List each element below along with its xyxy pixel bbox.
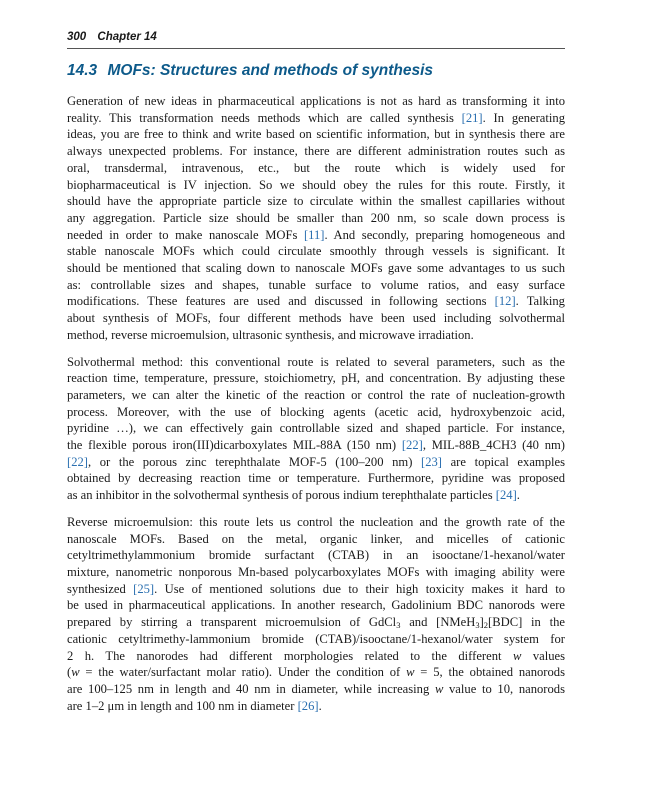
italic-variable: w <box>71 665 80 680</box>
text-line <box>67 293 565 310</box>
text-segment: obtained by decreasing reaction time or temperature. Furthermore, pyridine was proposed <box>67 471 565 486</box>
text-line <box>67 310 565 327</box>
text-segment: and [NMeH <box>400 615 476 630</box>
text-segment: . And secondly, preparing homogeneous and <box>324 227 566 242</box>
text-segment: always unexpected problems. For instance, there are different administration routes such as <box>67 144 565 159</box>
text-segment: . <box>516 488 520 503</box>
text-segment: about synthesis of MOFs, four different methods have been used including solvothermal <box>67 311 565 326</box>
text-segment: biopharmaceutical is IV injection. So we should obey the rules for this route. Firstly, it <box>67 177 565 192</box>
text-segment: are 1–2 μm in length and 100 nm in diameter <box>67 698 298 713</box>
text-line <box>67 160 565 177</box>
text-segment: nanoscale MOFs. Based on the metal, organic linker, and micelles of cationic <box>67 531 565 546</box>
text-line <box>67 454 565 471</box>
subscript: 2 <box>483 620 489 631</box>
text-segment: pyridine …), we can effectively gain controllable sized and shaped particle. For instance, <box>67 421 565 436</box>
citation-link[interactable]: [21] <box>461 110 483 125</box>
text-line <box>67 210 565 227</box>
text-segment: as: controllable sizes and shapes, tunable surface to volume ratios, and easy surface <box>67 277 565 292</box>
citation-link[interactable]: [25] <box>133 581 155 596</box>
text-line <box>67 581 565 598</box>
text-line <box>67 631 565 648</box>
section-number: 14.3 <box>67 62 98 79</box>
text-line <box>67 698 565 715</box>
italic-variable: w <box>406 665 415 680</box>
text-line <box>67 243 565 260</box>
text-line <box>67 420 565 437</box>
text-segment: the flexible porous iron(III)dicarboxylates MIL-88A (150 nm) <box>67 438 402 453</box>
italic-variable: w <box>512 648 522 663</box>
citation-link[interactable]: [11] <box>303 227 325 242</box>
subscript: 3 <box>475 620 480 631</box>
text-segment: value to 10, nanorods <box>443 681 565 696</box>
text-segment: ] <box>479 615 484 630</box>
text-segment: method, reverse microemulsion, ultrasonic synthesis, and microwave irradiation. <box>67 327 474 342</box>
text-line <box>67 143 565 160</box>
text-segment: [BDC] in the <box>488 615 565 630</box>
text-segment: , MIL-88B_4CH3 (40 nm) <box>422 438 565 453</box>
section-title: MOFs: Structures and methods of synthesis <box>107 62 434 79</box>
text-segment: Solvothermal method: this conventional route is related to several parameters, such as the <box>67 354 565 369</box>
paragraph <box>67 354 565 504</box>
text-line <box>67 110 565 127</box>
text-line <box>67 93 565 110</box>
text-segment: . Use of mentioned solutions due to their high toxicity makes it hard to <box>154 581 565 596</box>
paragraph <box>67 93 565 344</box>
text-line <box>67 487 565 504</box>
text-line <box>67 470 565 487</box>
text-segment: are topical examples <box>442 454 565 469</box>
text-segment: process. Moreover, with the use of blocking agents (acetic acid, hydroxybenzoic acid, <box>67 404 565 419</box>
text-segment: cationic cetyltrimethy-lammonium bromide (CTAB)/isooctane/1-hexanol/water system for <box>67 631 565 646</box>
citation-link[interactable]: [23] <box>421 454 442 469</box>
text-line <box>67 404 565 421</box>
running-head <box>67 30 565 44</box>
text-segment: = 5, the obtained nanorods <box>414 665 565 680</box>
text-line <box>67 177 565 194</box>
text-segment: modifications. These features are used and discussed in following sections <box>67 294 495 309</box>
text-segment: should have the appropriate particle size to circulate within the smallest capillaries without <box>67 194 565 209</box>
italic-variable: w <box>434 681 444 696</box>
text-segment: are 100–125 nm in length and 40 nm in diameter, while increasing <box>67 681 435 696</box>
page-number: 300 <box>67 31 87 43</box>
header-rule <box>67 48 565 49</box>
text-line <box>67 327 565 344</box>
text-line <box>67 597 565 614</box>
text-segment: . <box>318 698 322 713</box>
text-segment: any aggregation. Particle size should be smaller than 200 nm, so scale down process is <box>67 210 565 225</box>
text-line <box>67 514 565 531</box>
text-line <box>67 664 565 681</box>
text-line <box>67 437 565 454</box>
text-segment: = the water/surfactant molar ratio). Under the condition of <box>79 665 407 680</box>
text-segment: synthesized <box>67 581 134 596</box>
text-line <box>67 370 565 387</box>
paragraph <box>67 514 565 714</box>
text-segment: , or the porous zinc terephthalate MOF-5 (100–200 nm) <box>87 454 422 469</box>
body-text <box>67 93 565 724</box>
text-line <box>67 648 565 665</box>
text-segment: as an inhibitor in the solvothermal synthesis of porous indium terephthalate particles <box>67 488 496 503</box>
citation-link[interactable]: [12] <box>494 294 516 309</box>
citation-link[interactable]: [26] <box>297 698 319 713</box>
text-segment: reaction time, temperature, pressure, stoichiometry, pH, and concentration. By adjusting these <box>67 371 565 386</box>
text-line <box>67 681 565 698</box>
text-line <box>67 193 565 210</box>
text-line <box>67 564 565 581</box>
text-segment: Generation of new ideas in pharmaceutical applications is not as hard as transforming it into <box>67 94 565 108</box>
subscript: 3 <box>396 620 401 631</box>
text-segment: should be mentioned that scaling down to nanoscale MOFs gave some advantages to us such <box>67 261 565 276</box>
text-line <box>67 547 565 564</box>
text-segment: oral, transdermal, intravenous, etc., but the route which is widely used for <box>67 160 565 175</box>
text-line <box>67 260 565 277</box>
text-segment: reality. This transformation needs methods which are called synthesis <box>67 110 462 125</box>
text-segment: ( <box>67 665 72 680</box>
text-line <box>67 277 565 294</box>
text-segment: prepared by stirring a transparent microemulsion of GdCl <box>67 615 397 630</box>
chapter-label: Chapter 14 <box>97 31 157 43</box>
text-line <box>67 126 565 143</box>
text-line <box>67 531 565 548</box>
citation-link[interactable]: [22] <box>67 454 88 469</box>
text-segment: 2 h. The nanorodes had different morphologies related to the different <box>67 648 513 663</box>
text-segment: parameters, we can alter the kinetic of the reaction or control the rate of nucleation-growth <box>67 387 565 402</box>
text-segment: ideas, you are free to think and write based on scientific information, but in synthesis there are <box>67 127 565 142</box>
text-segment: cetyltrimethylammonium bromide surfactant (CTAB) in an isooctane/1-hexanol/water <box>67 548 565 563</box>
text-line <box>67 354 565 371</box>
section-heading <box>67 61 567 81</box>
citation-link[interactable]: [24] <box>495 488 517 503</box>
text-line <box>67 387 565 404</box>
text-segment: mixture, nanometric nonporous Mn-based polycarboxylates MOFs with imaging ability were <box>67 564 565 579</box>
text-segment: values <box>521 648 566 663</box>
text-segment: stable nanoscale MOFs which could circulate smoothly through vessels is significant. It <box>67 244 565 259</box>
text-segment: Reverse microemulsion: this route lets us control the nucleation and the growth rate of the <box>67 514 565 529</box>
citation-link[interactable]: [22] <box>401 438 423 453</box>
text-line <box>67 614 565 631</box>
text-segment: . In generating <box>482 110 565 125</box>
text-line <box>67 227 565 244</box>
text-segment: needed in order to make nanoscale MOFs <box>67 227 304 242</box>
text-segment: . Talking <box>515 294 565 309</box>
text-segment: be used in pharmaceutical applications. In another research, Gadolinium BDC nanorods were <box>67 598 565 613</box>
